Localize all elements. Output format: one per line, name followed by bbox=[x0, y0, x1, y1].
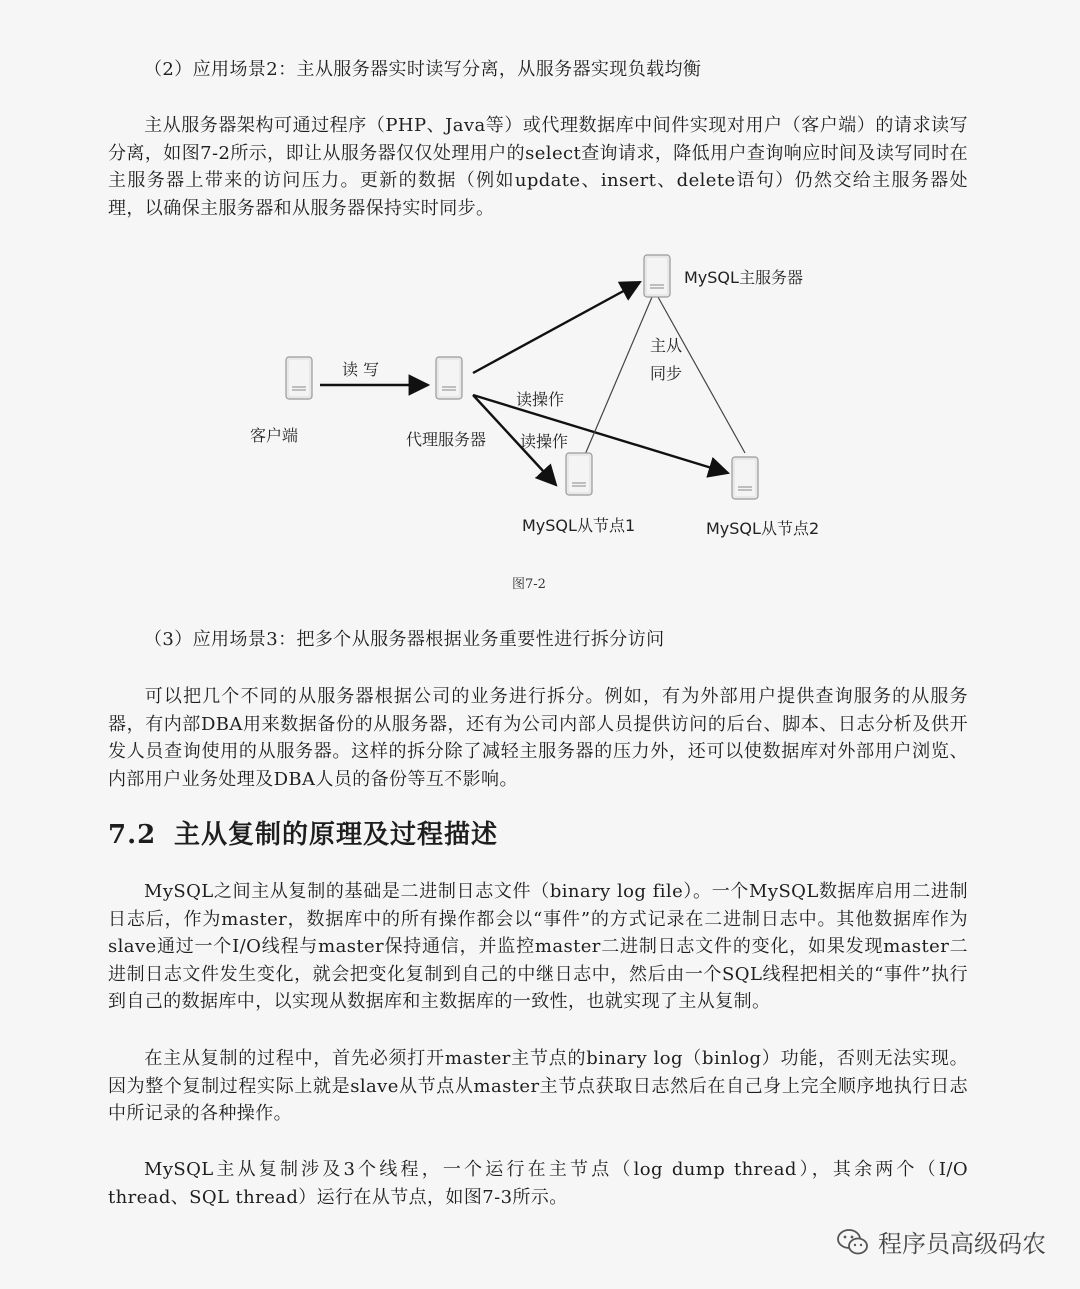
server-icon-master bbox=[644, 255, 670, 297]
arrow-proxy-to-slave2 bbox=[473, 395, 728, 473]
sync-line-master-slave1 bbox=[584, 297, 652, 457]
section-number: 7.2 bbox=[108, 820, 157, 850]
server-icon-client bbox=[286, 357, 312, 399]
sync-label-line-2: 同步 bbox=[650, 364, 683, 383]
section-title-scenario-3: （3）应用场景3：把多个从服务器根据业务重要性进行拆分访问 bbox=[144, 629, 665, 650]
figure-caption: 图7-2 bbox=[512, 577, 546, 592]
sync-label-line-1: 主从 bbox=[650, 336, 683, 355]
server-icon-slave2 bbox=[732, 457, 758, 499]
read-operation-label-1: 读操作 bbox=[516, 390, 565, 409]
paragraph-read-write-split: 主从服务器架构可通过程序（PHP、Java等）或代理数据库中间件实现对用户（客户端）的请求读写分离，如图7-2所示，即让从服务器仅仅处理用户的select查询请求，降低用户查询响应时间及读写同时在主服务器上带来的访问压力。更新的数据（例如update、insert、delete语句）仍然交给主服务器处理，以确保主服务器和从服务器保持实时同步。 bbox=[108, 115, 968, 219]
section-heading-7-2 bbox=[108, 815, 498, 855]
paragraph-three-threads: MySQL主从复制涉及3个线程，一个运行在主节点（log dump thread），其余两个（I/O thread、SQL thread）运行在从节点，如图7-3所示。 bbox=[108, 1159, 968, 1208]
watermark bbox=[836, 1224, 1046, 1259]
slave1-label: MySQL从节点1 bbox=[522, 516, 636, 535]
paragraph-enable-binlog: 在主从复制的过程中，首先必须打开master主节点的binary log（binlog）功能，否则无法实现。因为整个复制过程实际上就是slave从节点从master主节点获取日志然后在自己身上完全顺序地执行日志中所记录的各种操作。 bbox=[108, 1048, 968, 1124]
arrow-proxy-to-master bbox=[473, 282, 640, 373]
paragraph-binlog-basis: MySQL之间主从复制的基础是二进制日志文件（binary log file）。一个MySQL数据库启用二进制日志后，作为master，数据库中的所有操作都会以“事件”的方式记录在二进制日志中。其他数据库作为slave通过一个I/O线程与master保持通信，并监控master二进制日志文件的变化，如果发现master二进制日志文件发生变化，就会把变化复制到自己的中继日志中，然后由一个SQL线程把相关的“事件”执行到自己的数据库中，以实现从数据库和主数据库的一致性，也就实现了主从复制。 bbox=[108, 881, 968, 1012]
server-icon-proxy bbox=[436, 357, 462, 399]
master-label: MySQL主服务器 bbox=[684, 268, 803, 287]
section-heading-title: 主从复制的原理及过程描述 bbox=[174, 820, 499, 850]
watermark-text: 程序员高级码农 bbox=[878, 1230, 1046, 1258]
slave2-label: MySQL从节点2 bbox=[706, 519, 820, 538]
client-label: 客户端 bbox=[250, 426, 299, 445]
server-icon-slave1 bbox=[566, 453, 592, 495]
paragraph-split-access: 可以把几个不同的从服务器根据公司的业务进行拆分。例如，有为外部用户提供查询服务的从服务器，有内部DBA用来数据备份的从服务器，还有为公司内部人员提供访问的后台、脚本、日志分析及供开发人员查询使用的从服务器。这样的拆分除了减轻主服务器的压力外，还可以使数据库对外部用户浏览、内部用户业务处理及DBA人员的备份等互不影响。 bbox=[108, 686, 968, 790]
read-write-label: 读 写 bbox=[342, 360, 380, 379]
read-operation-label-2: 读操作 bbox=[520, 432, 569, 451]
section-title-scenario-2: （2）应用场景2：主从服务器实时读写分离，从服务器实现负载均衡 bbox=[144, 59, 702, 80]
wechat-icon bbox=[836, 1227, 870, 1257]
architecture-diagram bbox=[220, 245, 860, 555]
proxy-label: 代理服务器 bbox=[406, 430, 487, 449]
